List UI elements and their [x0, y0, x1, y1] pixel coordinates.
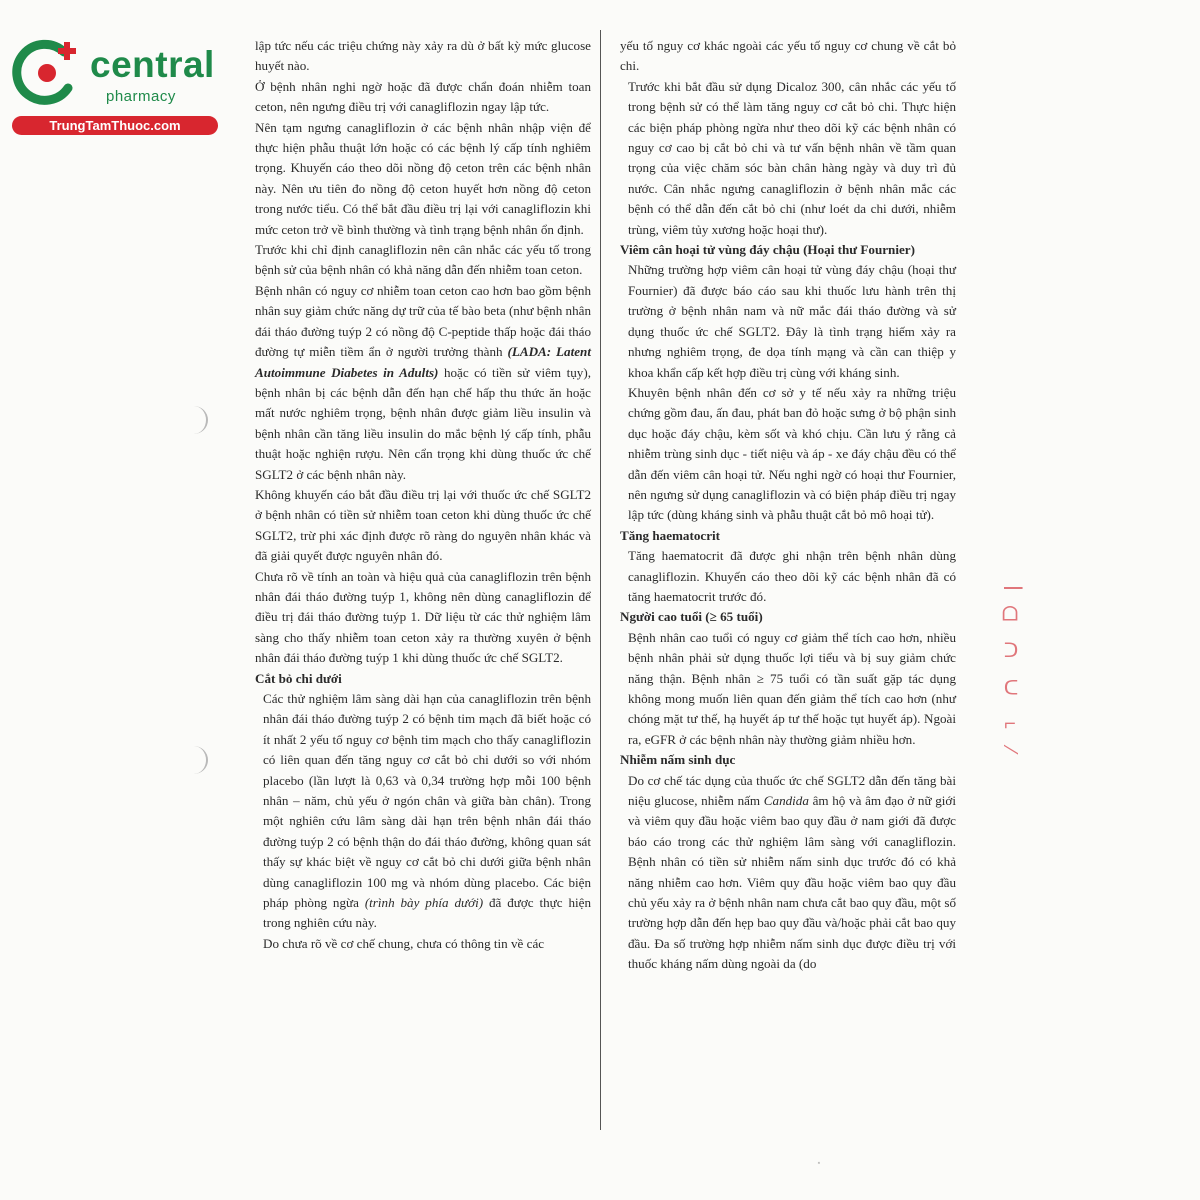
paragraph: Do cơ chế tác dụng của thuốc ức chế SGLT2 dẫn đến tăng bài niệu glucose, nhiễm nấm Candida âm hộ và âm đạo ở nữ giới và viêm quy đầu hoặc viêm bao quy đầu ở nam giới đã được báo cáo trong các thử nghiệm lâm sàng với canagliflozin. Bệnh nhân có tiền sử nhiễm nấm sinh dục trước đó có khả năng nhiễm cao hơn. Viêm quy đầu hoặc viêm bao quy đầu chủ yếu xảy ra ở bệnh nhân nam chưa cắt bao quy đầu, một số trường hợp dẫn đến hẹp bao quy đầu và/hoặc phải cắt bao quy đầu. Đa số trường hợp nhiễm nấm sinh dục được điều trị với thuốc kháng nấm dùng ngoài da (do [628, 772, 956, 972]
paragraph: Các thử nghiệm lâm sàng dài hạn của canagliflozin trên bệnh nhân đái tháo đường tuýp 2 có bệnh tim mạch đã biết hoặc có ít nhất 2 yếu tố nguy cơ bệnh tim mạch cho thấy canagliflozin có liên quan đến tăng nguy cơ cắt bỏ chi dưới so với nhóm placebo (lần lượt là 0,63 và 0,34 trường hợp mỗi 100 bệnh nhân – năm, chủ yếu ở ngón chân và giữa bàn chân). Trong một nghiên cứu lâm sàng dài hạn trên bệnh nhân đái tháo đường tuýp 2 có bệnh thận do đái tháo đường, không quan sát thấy sự khác biệt về nguy cơ cắt bỏ chi dưới giữa bệnh nhân dùng canagliflozin 100 mg và nhóm dùng placebo. Các biện pháp phòng ngừa (trình bày phía dưới) đã được thực hiện trong nghiên cứu này. [263, 691, 591, 931]
logo-site-url: TrungTamThuoc.com [12, 116, 218, 135]
section-heading: Người cao tuổi (≥ 65 tuổi) [620, 609, 763, 625]
right-column [620, 36, 956, 975]
logo-subtitle: pharmacy [106, 88, 176, 105]
paragraph: lập tức nếu các triệu chứng này xảy ra dù ở bất kỳ mức glucose huyết nào. [255, 38, 591, 74]
section-heading: Cắt bỏ chi dưới [255, 670, 342, 686]
paragraph: Bệnh nhân có nguy cơ nhiễm toan ceton cao hơn bao gồm bệnh nhân suy giảm chức năng dự trữ của tế bào beta (như bệnh nhân đái tháo đường tuýp 2 có nồng độ C-peptide thấp hoặc đái tháo đường tự miễn tiềm ẩn ở người trưởng thành (LADA: Latent Autoimmune Diabetes in Adults) hoặc có tiền sử viêm tụy), bệnh nhân bị các bệnh dẫn đến hạn chế hấp thu thức ăn hoặc mất nước nghiêm trọng, bệnh nhân được giảm liều insulin và bệnh nhân cần tăng liều insulin do mắc bệnh lý cấp tính, phẫu thuật hoặc nghiện rượu. Nên cẩn trọng khi dùng thuốc ức chế SGLT2 ở các bệnh nhân này. [255, 282, 591, 482]
paragraph: Khuyên bệnh nhân đến cơ sở y tế nếu xảy ra những triệu chứng gồm đau, ấn đau, phát ban đỏ hoặc sưng ở bộ phận sinh dục hoặc đáy chậu, kèm sốt và khó chịu. Cần lưu ý rằng cả nhiễm trùng sinh dục - tiết niệu và áp - xe đáy chậu đều có thể dẫn đến viêm cân hoại tử. Nếu nghi ngờ có hoại thư Fournier, nên ngưng sử dụng canagliflozin và có biện pháp điều trị ngay lập tức (dùng kháng sinh và phẫu thuật cắt bỏ mô hoại tử). [628, 384, 956, 523]
lada-term: (LADA: Latent Autoimmune Diabetes in Adults) [255, 344, 591, 380]
paragraph: Nên tạm ngưng canagliflozin ở các bệnh nhân nhập viện để thực hiện phẫu thuật lớn hoặc có các bệnh lý cấp tính nghiêm trọng. Khuyến cáo theo dõi nồng độ ceton trên các bệnh nhân này. Nên ưu tiên đo nồng độ ceton huyết hơn nồng độ ceton trong nước tiểu. Có thể bắt đầu điều trị lại với canagliflozin khi mức ceton trở về bình thường và tình trạng bệnh nhân ổn định. [255, 119, 591, 237]
punch-hole [180, 406, 208, 434]
red-stamp-mark: ꟾ ᗝ ᑐ ᑕ ⌐ ⁄ [999, 585, 1021, 757]
punch-hole [180, 746, 208, 774]
paragraph: Tăng haematocrit đã được ghi nhận trên bệnh nhân dùng canagliflozin. Khuyến cáo theo dõi kỹ các bệnh nhân đã có tăng haematocrit trước đó. [628, 548, 956, 604]
paragraph: Những trường hợp viêm cân hoại tử vùng đáy chậu (hoại thư Fournier) đã được báo cáo sau khi thuốc lưu hành trên thị trường ở bệnh nhân nam và nữ mắc đái tháo đường và sử dụng thuốc ức chế SGLT2. Đây là tình trạng hiếm xảy ra nhưng nghiêm trọng, đe dọa tính mạng và cần can thiệp y khoa khẩn cấp kết hợp điều trị cùng với kháng sinh. [628, 262, 956, 380]
paragraph: Trước khi bắt đầu sử dụng Dicaloz 300, cân nhắc các yếu tố trong bệnh sử có thể làm tăng nguy cơ cắt bỏ chi. Thực hiện các biện pháp phòng ngừa như theo dõi kỹ các bệnh nhân có nguy cơ cao bị cắt bỏ chi và tư vấn bệnh nhân về tầm quan trọng của việc chăm sóc bàn chân hàng ngày và duy trì đủ nước. Cân nhắc ngưng canagliflozin ở bệnh nhân mắc các bệnh có thể dẫn đến cắt bỏ chi (như loét da chi dưới, nhiễm trùng, viêm tủy xương hoặc hoại thư). [628, 78, 956, 237]
paragraph: Do chưa rõ về cơ chế chung, chưa có thông tin về các [263, 935, 545, 951]
section-heading: Tăng haematocrit [620, 527, 721, 543]
paragraph: Trước khi chỉ định canagliflozin nên cân nhắc các yếu tố trong bệnh sử của bệnh nhân có khả năng dẫn đến nhiễm toan ceton. [255, 242, 591, 278]
central-pharmacy-logo-icon [12, 38, 82, 108]
section-heading: Nhiễm nấm sinh dục [620, 752, 736, 768]
pharmacy-logo [10, 36, 215, 136]
column-divider [600, 30, 601, 1130]
paragraph: Không khuyến cáo bắt đầu điều trị lại với thuốc ức chế SGLT2 ở bệnh nhân có tiền sử nhiễm toan ceton khi dùng thuốc ức chế SGLT2, trừ phi xác định được rõ ràng do nguyên nhân khác và đã giải quyết được nguyên nhân đó. [255, 486, 591, 564]
section-heading: Viêm cân hoại tử vùng đáy chậu (Hoại thư Fournier) [620, 242, 915, 258]
paragraph: yếu tố nguy cơ khác ngoài các yếu tố nguy cơ chung về cắt bỏ chi. [620, 38, 956, 74]
paragraph: Chưa rõ về tính an toàn và hiệu quả của canagliflozin trên bệnh nhân đái tháo đường tuýp 1, không nên dùng canagliflozin để điều trị đái tháo đường tuýp 1. Dữ liệu từ các thử nghiệm lâm sàng cho thấy nhiễm toan ceton xảy ra thường xuyên ở bệnh nhân đái tháo đường tuýp 1 khi dùng thuốc ức chế SGLT2. [255, 568, 591, 666]
left-column [255, 36, 591, 954]
paragraph: Bệnh nhân cao tuổi có nguy cơ giảm thể tích cao hơn, nhiều bệnh nhân phải sử dụng thuốc lợi tiểu và bị suy giảm chức năng thận. Bệnh nhân ≥ 75 tuổi có tần suất gặp tác dụng không mong muốn liên quan đến giảm thể tích cao hơn (như chóng mặt tư thế, hạ huyết áp tư thế hoặc tụt huyết áp). Ngoài ra, eGFR ở các bệnh nhân này thường giảm nhiều hơn. [628, 629, 956, 747]
logo-name: central [90, 44, 215, 85]
paragraph: Ở bệnh nhân nghi ngờ hoặc đã được chẩn đoán nhiễm toan ceton, nên ngưng điều trị với canagliflozin ngay lập tức. [255, 78, 591, 115]
scan-speck: ⸼ [818, 1150, 821, 1164]
